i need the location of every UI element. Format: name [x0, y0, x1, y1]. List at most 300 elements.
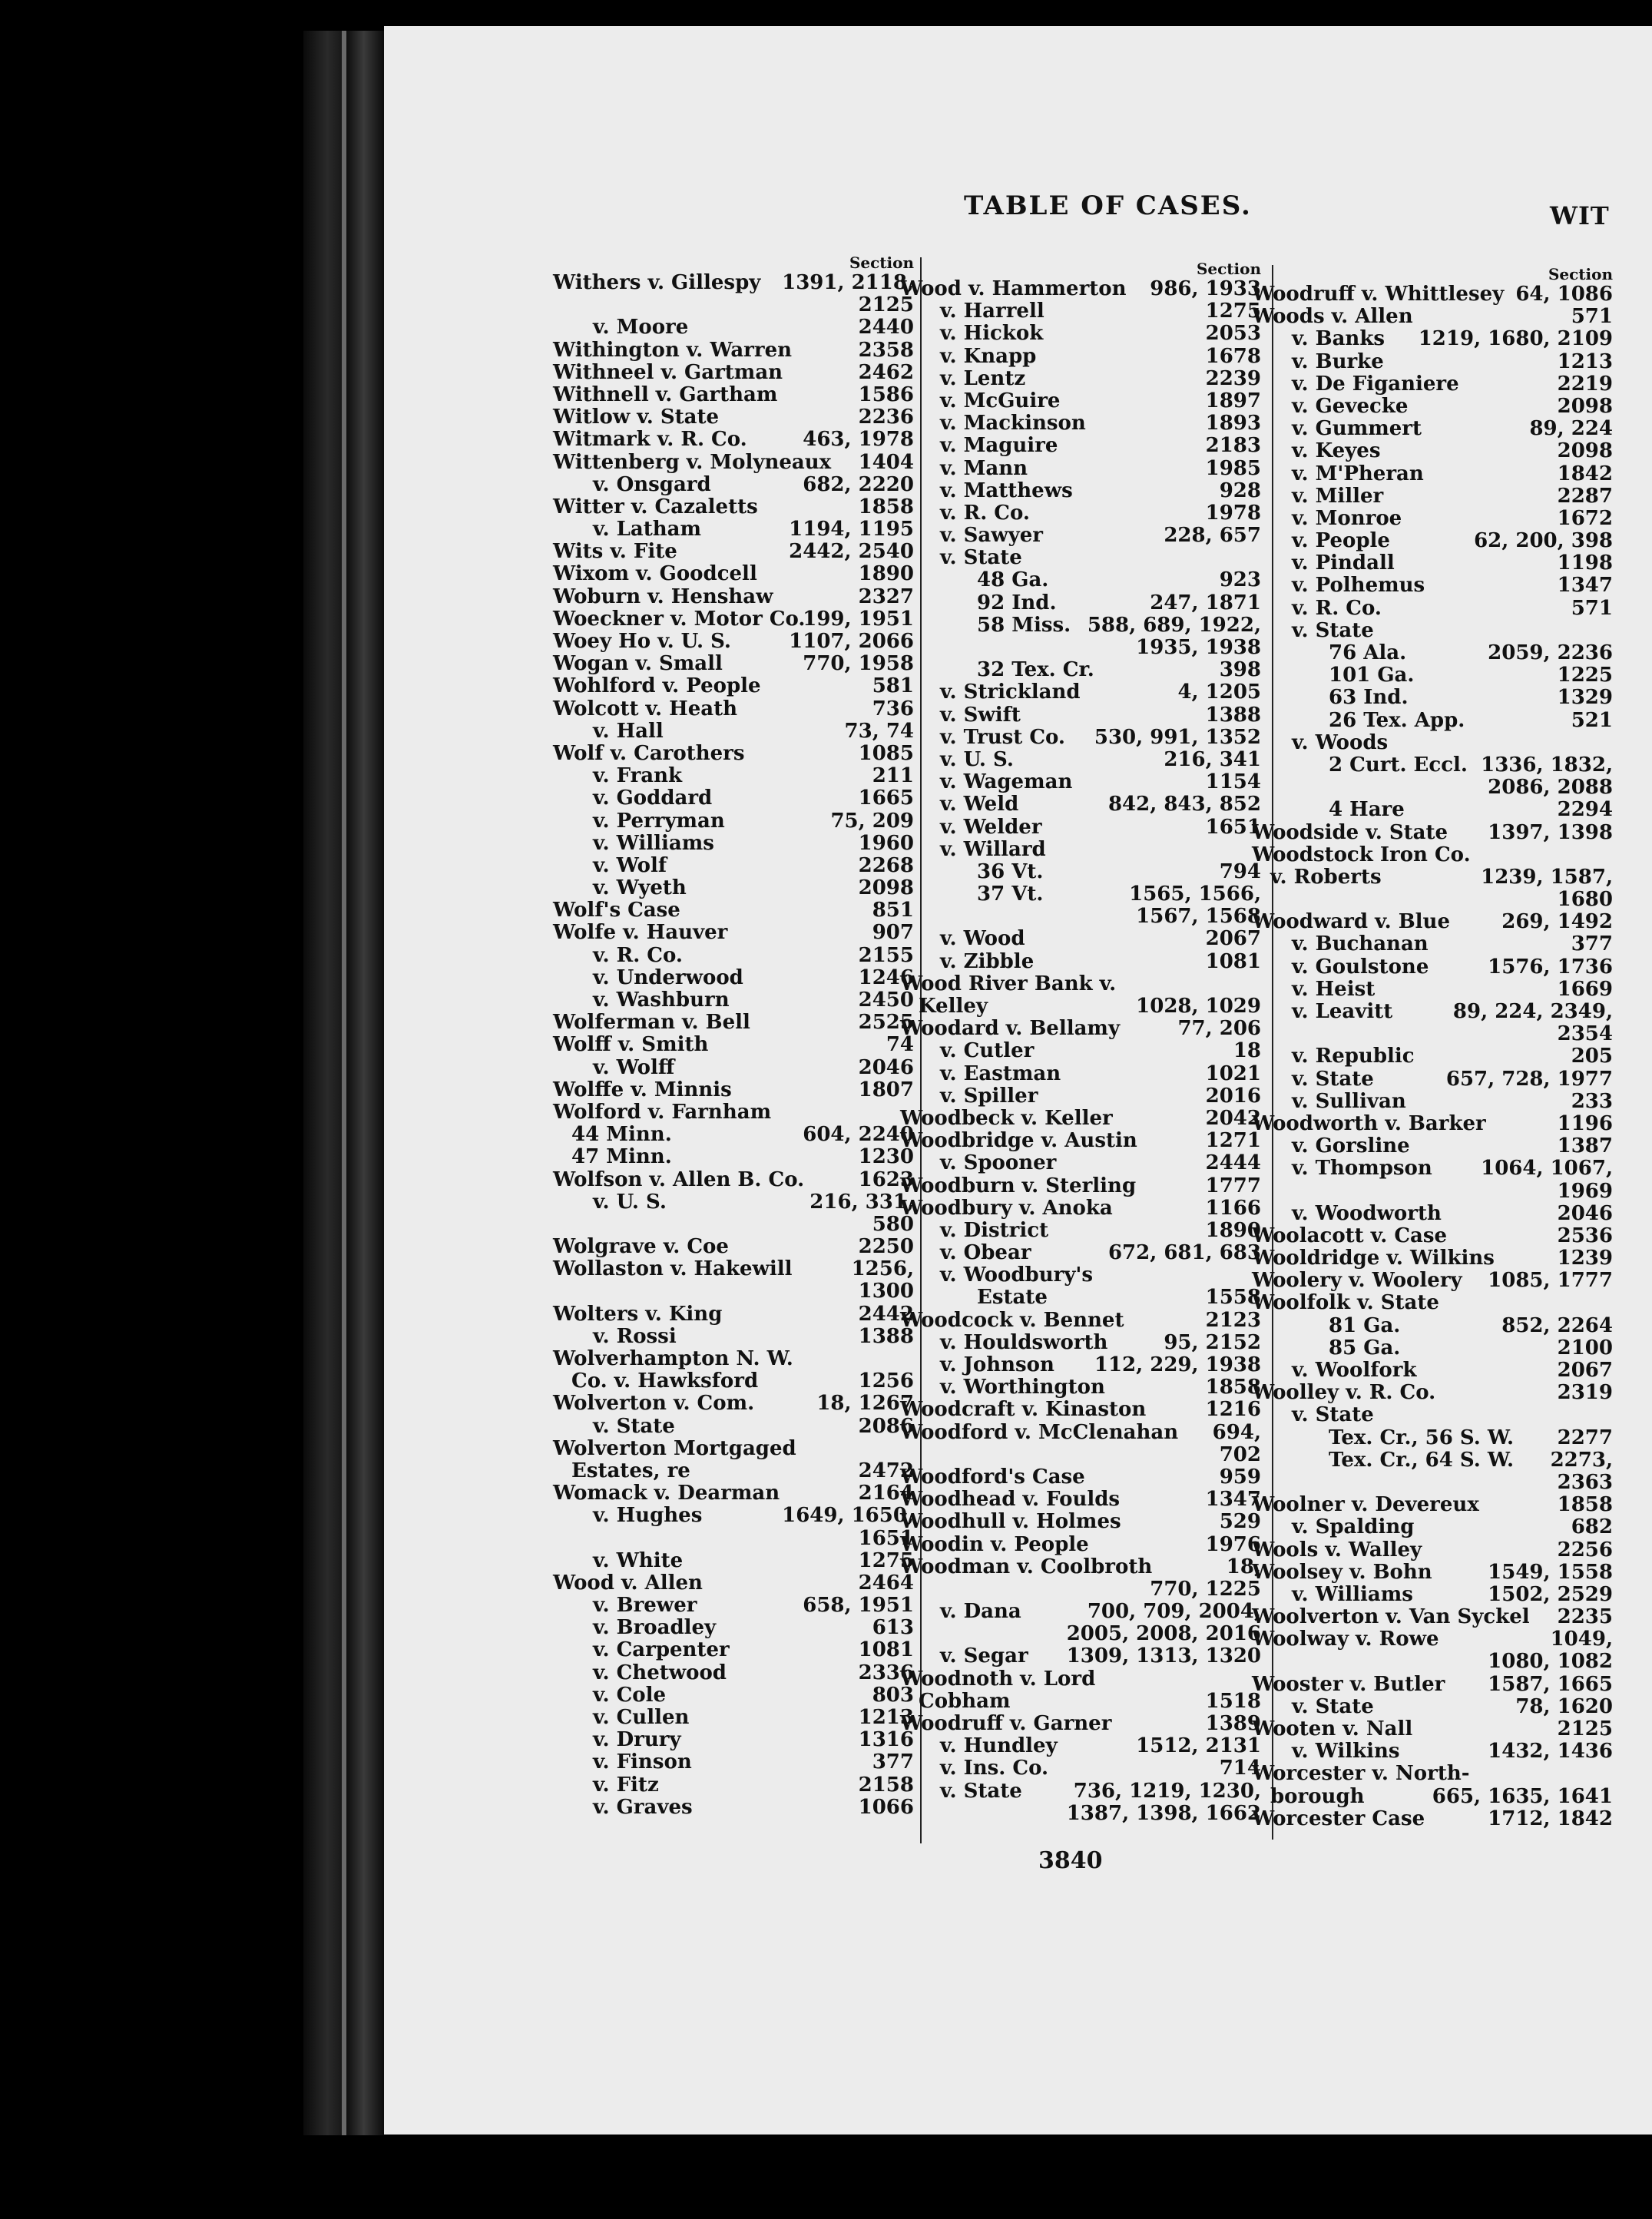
- case-entry: [1252, 1360, 1613, 1382]
- section-refs: 233: [1571, 1089, 1613, 1113]
- case-entry: [1252, 1606, 1613, 1628]
- case-name: v. R. Co.: [940, 501, 1030, 525]
- case-name: Wolfson v. Allen B. Co.: [553, 1167, 805, 1191]
- case-name: v. Woods: [1292, 730, 1389, 754]
- section-refs: 75, 209: [830, 809, 914, 833]
- section-refs: 2440: [858, 316, 914, 339]
- section-refs: 463, 1978: [803, 428, 914, 452]
- section-refs: 571: [1571, 596, 1613, 620]
- section-refs: 1976: [1205, 1532, 1261, 1556]
- case-entry: [900, 1063, 1261, 1085]
- case-name: Woburn v. Henshaw: [553, 585, 773, 608]
- case-name: v. Maguire: [940, 434, 1058, 458]
- case-name: v. People: [1292, 529, 1390, 553]
- case-entry: [553, 1348, 914, 1370]
- case-entry: [553, 1751, 914, 1774]
- case-entry: [553, 967, 914, 989]
- case-name: Womack v. Dearman: [553, 1482, 780, 1505]
- case-entry: [900, 861, 1261, 883]
- case-name: v. Drury: [593, 1728, 681, 1752]
- page-number: 3840: [1038, 1847, 1103, 1874]
- case-name: Wixom v. Goodcell: [553, 562, 757, 586]
- case-name: 26 Tex. App.: [1329, 708, 1465, 732]
- section-refs: 1680: [1557, 888, 1613, 912]
- case-entry: [1252, 306, 1613, 328]
- case-entry: [1252, 1718, 1613, 1740]
- section-refs: 1512, 2131: [1136, 1734, 1261, 1758]
- case-name: v. R. Co.: [593, 943, 683, 967]
- case-name: Woeckner v. Motor Co.: [553, 607, 806, 631]
- case-name: v. Dana: [940, 1600, 1021, 1624]
- case-entry: [553, 1729, 914, 1751]
- case-entry: [1252, 1763, 1613, 1785]
- section-refs: 1651: [858, 1526, 914, 1550]
- case-entry: [900, 435, 1261, 457]
- case-name: Withers v. Gillespy: [553, 271, 761, 294]
- section-refs: 1213: [1557, 349, 1613, 373]
- case-entry: [900, 412, 1261, 435]
- case-entry: [900, 928, 1261, 950]
- section-refs: 1275: [1205, 300, 1261, 323]
- case-name: Woodhead v. Foulds: [900, 1488, 1121, 1512]
- section-refs: 1388: [1205, 703, 1261, 727]
- case-entry: [900, 368, 1261, 390]
- case-entry: [900, 1534, 1261, 1556]
- section-refs: 1978: [1205, 501, 1261, 525]
- case-name: Wools v. Walley: [1252, 1538, 1422, 1562]
- case-entry: [1252, 552, 1613, 575]
- running-head: WIT: [1550, 201, 1610, 230]
- case-name: v. Hundley: [940, 1734, 1058, 1758]
- case-entry: [900, 951, 1261, 973]
- case-name: Wolgrave v. Coe: [553, 1235, 729, 1259]
- section-refs: 2235: [1557, 1605, 1613, 1629]
- case-name: v. Wolff: [593, 1055, 675, 1079]
- section-refs: 1329: [1557, 686, 1613, 710]
- section-refs: 1567, 1568: [1136, 905, 1261, 929]
- case-name: v. Wood: [940, 927, 1025, 951]
- case-name: v. State: [1292, 1403, 1374, 1427]
- section-refs: 581: [872, 674, 914, 698]
- case-name: v. Johnson: [940, 1353, 1054, 1376]
- case-entry: [900, 480, 1261, 502]
- case-entry: [553, 452, 914, 474]
- section-refs: 1085: [858, 741, 914, 765]
- case-entry: [900, 1220, 1261, 1242]
- section-refs: 199, 1951: [803, 607, 914, 631]
- section-refs: 928: [1219, 479, 1261, 502]
- case-name: v. Eastman: [940, 1061, 1061, 1085]
- section-refs: 2236: [858, 406, 914, 429]
- case-entry: [900, 569, 1261, 591]
- section-refs: 1225: [1557, 664, 1613, 687]
- case-name: 37 Vt.: [977, 883, 1044, 906]
- case-name: v. Frank: [593, 764, 683, 788]
- case-entry: [1252, 1091, 1613, 1113]
- case-name: Wolverton v. Com.: [553, 1392, 755, 1416]
- case-entry: [553, 810, 914, 833]
- case-entry: [900, 1152, 1261, 1174]
- case-entry: [900, 995, 1261, 1018]
- case-entry: [1252, 844, 1613, 866]
- case-entry: [553, 406, 914, 429]
- case-entry: [553, 1438, 914, 1460]
- case-name: Woodruff v. Whittlesey: [1252, 283, 1505, 306]
- section-refs: 1028, 1029: [1136, 995, 1261, 1018]
- case-entry: [900, 771, 1261, 793]
- case-name: v. Woodworth: [1292, 1201, 1442, 1225]
- case-entry: [553, 1482, 914, 1505]
- case-name: 76 Ala.: [1329, 641, 1407, 664]
- case-entry: [1252, 1651, 1613, 1673]
- section-refs: 2294: [1557, 798, 1613, 822]
- case-entry: [900, 1040, 1261, 1062]
- case-entry: [1252, 687, 1613, 709]
- case-entry: [553, 1258, 914, 1280]
- case-entry: [553, 855, 914, 877]
- case-entry: [900, 547, 1261, 569]
- section-refs: 580: [872, 1212, 914, 1236]
- case-entry: [900, 1354, 1261, 1376]
- case-name: Wogan v. Small: [553, 652, 723, 676]
- section-refs: 1858: [858, 495, 914, 518]
- section-refs: 1387: [1557, 1134, 1613, 1158]
- case-name: v. Strickland: [940, 681, 1081, 704]
- section-refs: 521: [1571, 708, 1613, 732]
- case-entry: [553, 1528, 914, 1550]
- case-name: 63 Ind.: [1329, 686, 1409, 710]
- case-name: v. U. S.: [593, 1190, 667, 1214]
- case-name: v. Banks: [1292, 327, 1385, 351]
- case-entry: [553, 1393, 914, 1415]
- section-refs: 1196: [1557, 1111, 1613, 1135]
- case-name: v. State: [593, 1414, 675, 1438]
- case-entry: [553, 1280, 914, 1303]
- case-entry: [900, 749, 1261, 771]
- case-entry: [900, 1197, 1261, 1220]
- case-entry: [553, 1012, 914, 1034]
- case-entry: [553, 1169, 914, 1191]
- case-entry: [900, 346, 1261, 368]
- case-entry: [553, 1505, 914, 1527]
- case-name: Wolcott v. Heath: [553, 697, 738, 720]
- case-entry: [1252, 799, 1613, 821]
- case-name: v. Knapp: [940, 344, 1037, 368]
- section-refs: 2067: [1557, 1359, 1613, 1382]
- section-refs: 2450: [858, 989, 914, 1012]
- case-entry: [1252, 1539, 1613, 1562]
- case-entry: [900, 1242, 1261, 1264]
- case-name: v. Hughes: [593, 1504, 703, 1528]
- section-refs: 2067: [1205, 927, 1261, 951]
- case-name: Tex. Cr., 56 S. W.: [1329, 1426, 1515, 1449]
- section-refs: 1219, 1680, 2109: [1418, 327, 1613, 351]
- case-name: v. Polhemus: [1292, 574, 1425, 598]
- case-name: v. Welder: [940, 815, 1042, 839]
- section-refs: 2016: [1205, 1084, 1261, 1108]
- case-name: v. Worthington: [940, 1376, 1105, 1399]
- case-name: Woodburn v. Sterling: [900, 1174, 1137, 1197]
- case-entry: [553, 1639, 914, 1661]
- case-entry: [900, 458, 1261, 480]
- section-refs: 377: [872, 1750, 914, 1774]
- section-refs: 2005, 2008, 2016: [1066, 1622, 1261, 1646]
- case-name: v. Goulstone: [1292, 955, 1429, 979]
- case-entry: [900, 1691, 1261, 1713]
- case-name: 85 Ga.: [1329, 1336, 1401, 1360]
- case-entry: [1252, 575, 1613, 597]
- case-name: Woey Ho v. U. S.: [553, 630, 731, 653]
- case-name: v. De Figaniere: [1292, 372, 1459, 396]
- case-name: Woolfolk v. State: [1252, 1291, 1439, 1315]
- case-name: v. Roberts: [1270, 865, 1382, 889]
- case-name: v. Wilkins: [1292, 1740, 1400, 1764]
- case-entry: [900, 1645, 1261, 1668]
- case-entry: [553, 1191, 914, 1214]
- case-name: Withnell v. Gartham: [553, 383, 778, 406]
- case-entry: [900, 973, 1261, 995]
- case-name: Woolway v. Rowe: [1252, 1628, 1439, 1651]
- section-refs: 1239, 1587,: [1481, 865, 1613, 889]
- section-refs: 529: [1219, 1510, 1261, 1534]
- case-entry: [553, 1774, 914, 1797]
- section-refs: 1623: [858, 1167, 914, 1191]
- case-name: Wolfe v. Hauver: [553, 921, 728, 945]
- case-entry: [553, 922, 914, 944]
- case-name: v. Cole: [593, 1683, 667, 1707]
- section-refs: 1230: [858, 1145, 914, 1169]
- case-name: v. Miller: [1292, 484, 1384, 508]
- case-entry: [900, 1803, 1261, 1825]
- case-name: Wolf v. Carothers: [553, 741, 745, 765]
- case-entry: [1252, 1382, 1613, 1404]
- section-refs: 1649, 1650,: [782, 1504, 914, 1528]
- case-entry: [900, 502, 1261, 525]
- section-refs: 1565, 1566,: [1129, 883, 1261, 906]
- case-entry: [1252, 1786, 1613, 1808]
- case-entry: [900, 1264, 1261, 1287]
- case-name: Woolley v. R. Co.: [1252, 1381, 1436, 1405]
- section-refs: 2358: [858, 338, 914, 362]
- case-entry: [1252, 979, 1613, 1001]
- case-entry: [553, 1214, 914, 1236]
- case-entry: [553, 1370, 914, 1393]
- case-entry: [553, 1617, 914, 1639]
- section-refs: 736: [872, 697, 914, 720]
- case-entry: [1252, 283, 1613, 306]
- section-refs: 18,: [1226, 1555, 1261, 1578]
- section-refs: 211: [872, 764, 914, 788]
- section-refs: 1389: [1205, 1712, 1261, 1735]
- case-name: Woodcraft v. Kinaston: [900, 1398, 1147, 1422]
- section-refs: 1391, 2118,: [782, 271, 914, 294]
- section-refs: 74: [886, 1033, 914, 1057]
- case-name: Wolferman v. Bell: [553, 1011, 750, 1035]
- case-name: 44 Minn.: [571, 1123, 672, 1147]
- case-entry: [1252, 1203, 1613, 1225]
- section-refs: 1275: [858, 1548, 914, 1572]
- case-entry: [553, 945, 914, 967]
- case-name: v. State: [940, 546, 1022, 570]
- case-name: 92 Ind.: [977, 591, 1057, 614]
- case-entry: [553, 698, 914, 720]
- case-entry: [1252, 351, 1613, 373]
- case-name: Woolner v. Devereux: [1252, 1493, 1479, 1517]
- case-name: 32 Tex. Cr.: [977, 658, 1094, 682]
- case-entry: [1252, 1225, 1613, 1247]
- section-refs: 770, 1958: [803, 652, 914, 676]
- section-refs: 1672: [1557, 506, 1613, 530]
- case-name: borough: [1270, 1784, 1365, 1808]
- case-entry: [900, 1713, 1261, 1735]
- case-entry: [553, 1101, 914, 1124]
- section-refs: 2327: [858, 585, 914, 608]
- case-name: Woodard v. Bellamy: [900, 1017, 1121, 1041]
- case-name: Wolffe v. Minnis: [553, 1078, 732, 1101]
- case-entry: [900, 1175, 1261, 1197]
- case-entry: [900, 839, 1261, 861]
- case-name: v. Swift: [940, 703, 1021, 727]
- case-entry: [1252, 1674, 1613, 1696]
- case-entry: [900, 1556, 1261, 1578]
- case-entry: [900, 592, 1261, 614]
- case-entry: [1252, 508, 1613, 530]
- section-refs: 1432, 1436: [1488, 1740, 1613, 1764]
- section-refs: 1388: [858, 1324, 914, 1348]
- section-refs: 1216: [1205, 1398, 1261, 1422]
- section-refs: 1194, 1195: [789, 518, 914, 542]
- section-refs: 1336, 1832,: [1481, 753, 1613, 777]
- case-entry: [900, 614, 1261, 637]
- case-entry: [553, 541, 914, 563]
- section-refs: 1807: [858, 1078, 914, 1101]
- section-refs: 571: [1571, 305, 1613, 329]
- case-name: Wittenberg v. Molyneaux: [553, 450, 832, 474]
- section-refs: 1271: [1205, 1129, 1261, 1153]
- section-refs: 2363: [1557, 1470, 1613, 1494]
- section-refs: 714: [1219, 1757, 1261, 1780]
- case-entry: [1252, 1696, 1613, 1718]
- case-entry: [1252, 732, 1613, 754]
- case-name: v. Wyeth: [593, 876, 687, 900]
- case-entry: [1252, 1135, 1613, 1158]
- case-entry: [900, 525, 1261, 547]
- section-refs: 1066: [858, 1795, 914, 1819]
- case-name: Woodford v. McClenahan: [900, 1420, 1179, 1444]
- section-refs: 530, 991, 1352: [1094, 725, 1261, 749]
- section-refs: 2183: [1205, 434, 1261, 458]
- case-entry: [1252, 1068, 1613, 1091]
- section-refs: 1858: [1205, 1376, 1261, 1399]
- case-name: v. State: [940, 1779, 1022, 1803]
- case-entry: [1252, 1023, 1613, 1045]
- case-name: Withneel v. Gartman: [553, 360, 783, 384]
- page-title: TABLE OF CASES.: [964, 190, 1252, 221]
- case-name: v. State: [1292, 618, 1374, 642]
- case-name: v. McGuire: [940, 389, 1061, 412]
- section-refs: 1651: [1205, 815, 1261, 839]
- case-entry: [900, 278, 1261, 300]
- case-entry: [553, 474, 914, 496]
- section-refs: 2125: [858, 293, 914, 317]
- case-name: v. Chetwood: [593, 1661, 727, 1684]
- section-heading: Section: [1196, 260, 1261, 278]
- case-name: Kelley: [919, 995, 988, 1018]
- section-refs: 852, 2264: [1501, 1313, 1613, 1337]
- section-refs: 672, 681, 683: [1107, 1241, 1261, 1265]
- case-entry: [1252, 1808, 1613, 1830]
- case-entry: [1252, 754, 1613, 777]
- case-entry: [553, 586, 914, 608]
- section-refs: 2256: [1557, 1538, 1613, 1562]
- case-entry: [553, 1236, 914, 1258]
- section-refs: 1198: [1557, 551, 1613, 575]
- section-refs: 2100: [1557, 1336, 1613, 1360]
- section-refs: 1166: [1205, 1196, 1261, 1220]
- section-refs: 2287: [1557, 484, 1613, 508]
- section-refs: 1678: [1205, 344, 1261, 368]
- section-refs: 112, 229, 1938: [1094, 1353, 1261, 1376]
- case-entry: [1252, 328, 1613, 350]
- case-name: Woodruff v. Garner: [900, 1712, 1112, 1735]
- case-name: Witmark v. R. Co.: [553, 428, 747, 452]
- section-refs: 2277: [1557, 1426, 1613, 1449]
- case-name: v. Buchanan: [1292, 932, 1429, 956]
- section-refs: 2086, 2088: [1488, 776, 1613, 800]
- case-name: v. Spooner: [940, 1151, 1057, 1175]
- section-refs: 2053: [1205, 322, 1261, 346]
- case-name: v. Gummert: [1292, 417, 1422, 441]
- case-entry: [900, 1623, 1261, 1645]
- section-refs: 2164: [858, 1482, 914, 1505]
- section-refs: 694,: [1212, 1420, 1261, 1444]
- case-name: v. U. S.: [940, 747, 1014, 771]
- section-refs: 907: [872, 921, 914, 945]
- case-entry: [1252, 440, 1613, 462]
- case-entry: [1252, 956, 1613, 979]
- case-name: v. Trust Co.: [940, 725, 1065, 749]
- section-refs: 1085, 1777: [1488, 1269, 1613, 1293]
- case-name: 58 Miss.: [977, 613, 1071, 637]
- case-name: v. M'Pheran: [1292, 462, 1424, 485]
- case-entry: [1252, 822, 1613, 844]
- case-entry: [553, 362, 914, 384]
- case-entry: [553, 1662, 914, 1684]
- case-name: Wolff v. Smith: [553, 1033, 709, 1057]
- section-refs: 1858: [1557, 1493, 1613, 1517]
- case-entry: [900, 1466, 1261, 1489]
- case-entry: [1252, 373, 1613, 396]
- section-refs: 1549, 1558: [1488, 1560, 1613, 1584]
- case-entry: [900, 1085, 1261, 1108]
- case-entry: [1252, 1292, 1613, 1314]
- section-refs: 18, 1267: [816, 1392, 914, 1416]
- section-refs: 1256,: [851, 1257, 914, 1281]
- section-refs: 1935, 1938: [1136, 636, 1261, 659]
- case-name: v. District: [940, 1218, 1049, 1242]
- case-name: v. Weld: [940, 793, 1019, 816]
- case-entry: [1252, 889, 1613, 911]
- section-refs: 1049,: [1550, 1628, 1613, 1651]
- section-heading: Section: [849, 253, 914, 272]
- section-refs: 89, 224: [1529, 417, 1613, 441]
- section-refs: 2046: [1557, 1201, 1613, 1225]
- case-name: Wohlford v. People: [553, 674, 761, 698]
- case-name: v. Williams: [593, 831, 714, 855]
- case-entry: [553, 608, 914, 631]
- section-refs: 2219: [1557, 372, 1613, 396]
- section-refs: 803: [872, 1683, 914, 1707]
